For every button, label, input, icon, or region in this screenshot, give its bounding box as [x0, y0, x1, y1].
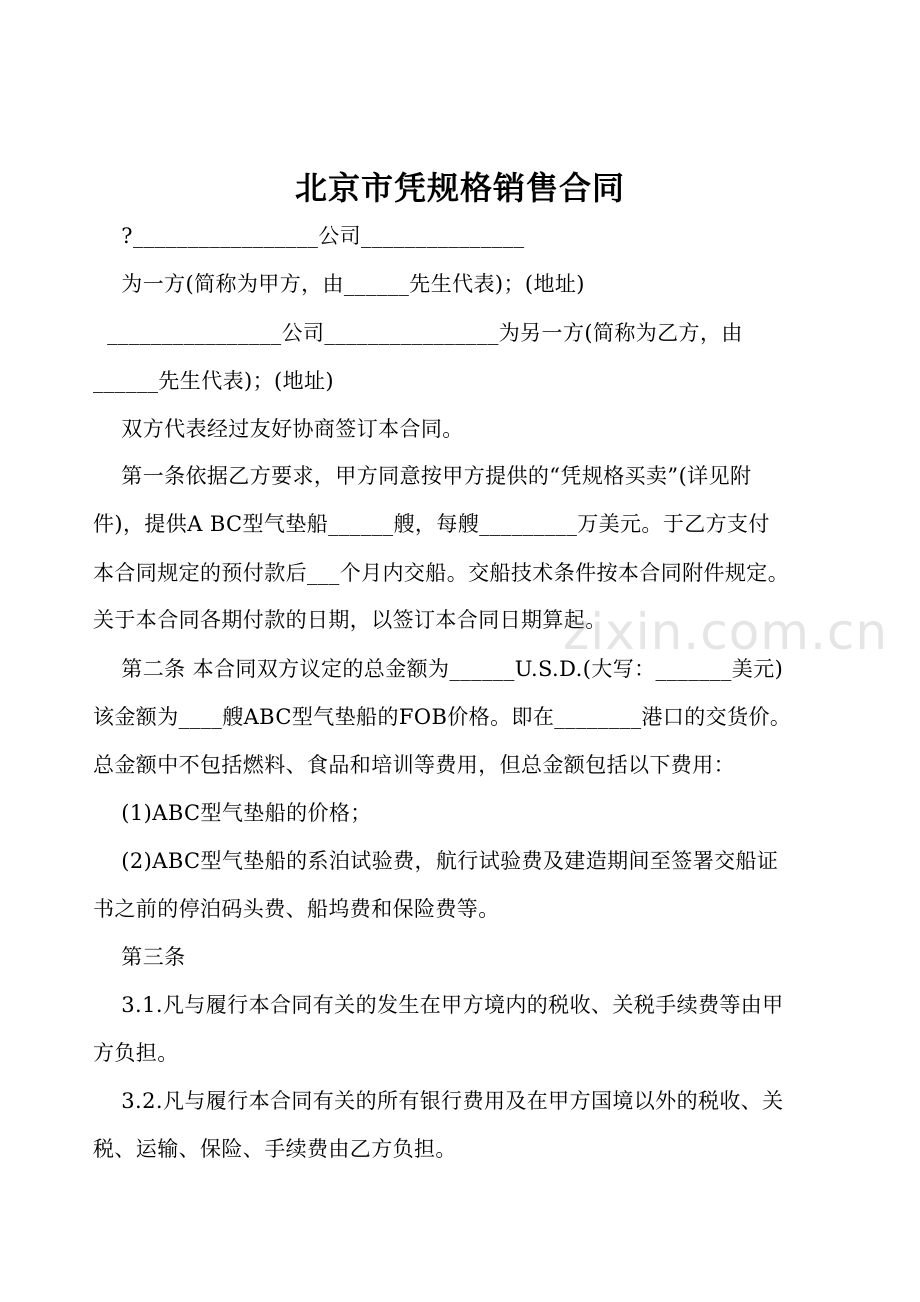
paragraph-line: (2)ABC型气垫船的系泊试验费，航行试验费及建造期间至签署交船证	[93, 849, 779, 873]
paragraph-line: 本合同规定的预付款后___个月内交船。交船技术条件按本合同附件规定。	[93, 561, 790, 585]
paragraph-line: 双方代表经过友好协商签订本合同。	[93, 417, 464, 441]
paragraph-line: 第二条 本合同双方议定的总金额为______U.S.D.(大写：_______美元)	[93, 657, 784, 681]
paragraph-line: 书之前的停泊码头费、船坞费和保险费等。	[93, 897, 500, 921]
paragraph-line: 总金额中不包括燃料、食品和培训等费用，但总金额包括以下费用：	[93, 753, 735, 777]
paragraph-line: 第三条	[93, 945, 186, 969]
watermark: zixin.com.cn	[563, 603, 889, 661]
paragraph-line: 关于本合同各期付款的日期，以签订本合同日期算起。	[93, 608, 607, 632]
document-title: 北京市凭规格销售合同	[294, 169, 625, 207]
paragraph-line: 税、运输、保险、手续费由乙方负担。	[93, 1137, 457, 1161]
paragraph-line: 3.1.凡与履行本合同有关的发生在甲方境内的税收、关税手续费等由甲	[93, 993, 784, 1017]
paragraph-line: 该金额为____艘ABC型气垫船的FOB价格。即在________港口的交货价。	[93, 705, 792, 729]
paragraph-line: 为一方(简称为甲方，由______先生代表)；(地址)	[93, 272, 585, 296]
paragraph-line: (1)ABC型气垫船的价格；	[93, 801, 372, 825]
paragraph-line: ________________公司________________为另一方(简称为乙方，由	[93, 321, 743, 345]
paragraph-line: ______先生代表)；(地址)	[93, 369, 334, 393]
paragraph-line: 第一条依据乙方要求，甲方同意按甲方提供的“凭规格买卖”(详见附	[93, 464, 752, 488]
paragraph-line: 3.2.凡与履行本合同有关的所有银行费用及在甲方国境以外的税收、关	[93, 1089, 784, 1113]
paragraph-line: ?_________________公司_______________	[93, 224, 525, 248]
paragraph-line: 件)，提供A BC型气垫船______艘，每艘_________万美元。于乙方支付	[93, 512, 770, 536]
paragraph-line: 方负担。	[93, 1041, 179, 1065]
